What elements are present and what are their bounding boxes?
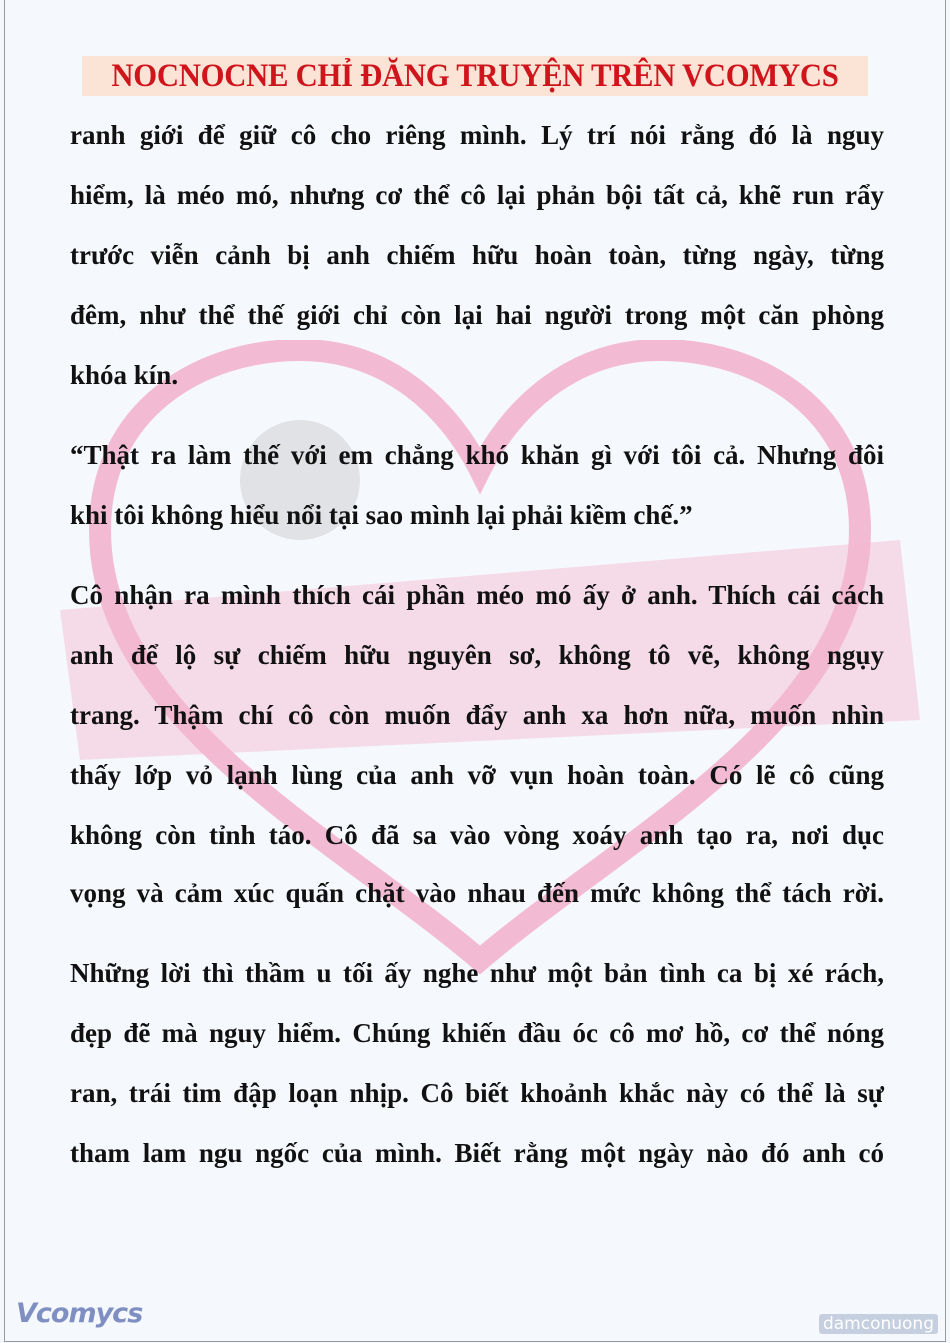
text-line: ranh giới để giữ cô cho riêng mình. Lý trí nói rằng đó là nguy <box>70 120 884 150</box>
text-line: anh để lộ sự chiếm hữu nguyên sơ, không tô vẽ, không ngụy <box>70 640 884 670</box>
vcomycs-logo: Vcomycs <box>16 1298 143 1329</box>
text-line: hiểm, là méo mó, nhưng cơ thể cô lại phản bội tất cả, khẽ run rẩy <box>70 180 884 210</box>
text-line: đẹp đẽ mà nguy hiểm. Chúng khiến đầu óc cô mơ hồ, cơ thể nóng <box>70 1018 884 1048</box>
credit-watermark: damconuong <box>819 1314 938 1334</box>
notice-banner-text: NOCNOCNE CHỈ ĐĂNG TRUYỆN TRÊN VCOMYCS <box>111 58 839 94</box>
text-line: khóa kín. <box>70 360 179 390</box>
text-line: Cô nhận ra mình thích cái phần méo mó ấy ở anh. Thích cái cách <box>70 580 884 610</box>
text-line: “Thật ra làm thế với em chẳng khó khăn gì với tôi cả. Nhưng đôi <box>70 440 884 470</box>
text-line: tham lam ngu ngốc của mình. Biết rằng một ngày nào đó anh có <box>70 1138 884 1168</box>
text-line: Những lời thì thầm u tối ấy nghe như một bản tình ca bị xé rách, <box>70 958 884 988</box>
text-line: trước viễn cảnh bị anh chiếm hữu hoàn toàn, từng ngày, từng <box>70 240 884 270</box>
notice-banner <box>82 56 868 96</box>
text-line: khi tôi không hiểu nổi tại sao mình lại phải kiềm chế.” <box>70 500 693 530</box>
text-line: không còn tỉnh táo. Cô đã sa vào vòng xoáy anh tạo ra, nơi dục <box>70 820 884 850</box>
text-line: vọng và cảm xúc quấn chặt vào nhau đến mức không thể tách rời. <box>70 878 884 908</box>
text-line: thấy lớp vỏ lạnh lùng của anh vỡ vụn hoàn toàn. Có lẽ cô cũng <box>70 760 884 790</box>
text-line: ran, trái tim đập loạn nhịp. Cô biết khoảnh khắc này có thể là sự <box>70 1078 884 1108</box>
text-line: đêm, như thể thế giới chỉ còn lại hai người trong một căn phòng <box>70 300 884 330</box>
text-line: trang. Thậm chí cô còn muốn đẩy anh xa hơn nữa, muốn nhìn <box>70 700 884 730</box>
